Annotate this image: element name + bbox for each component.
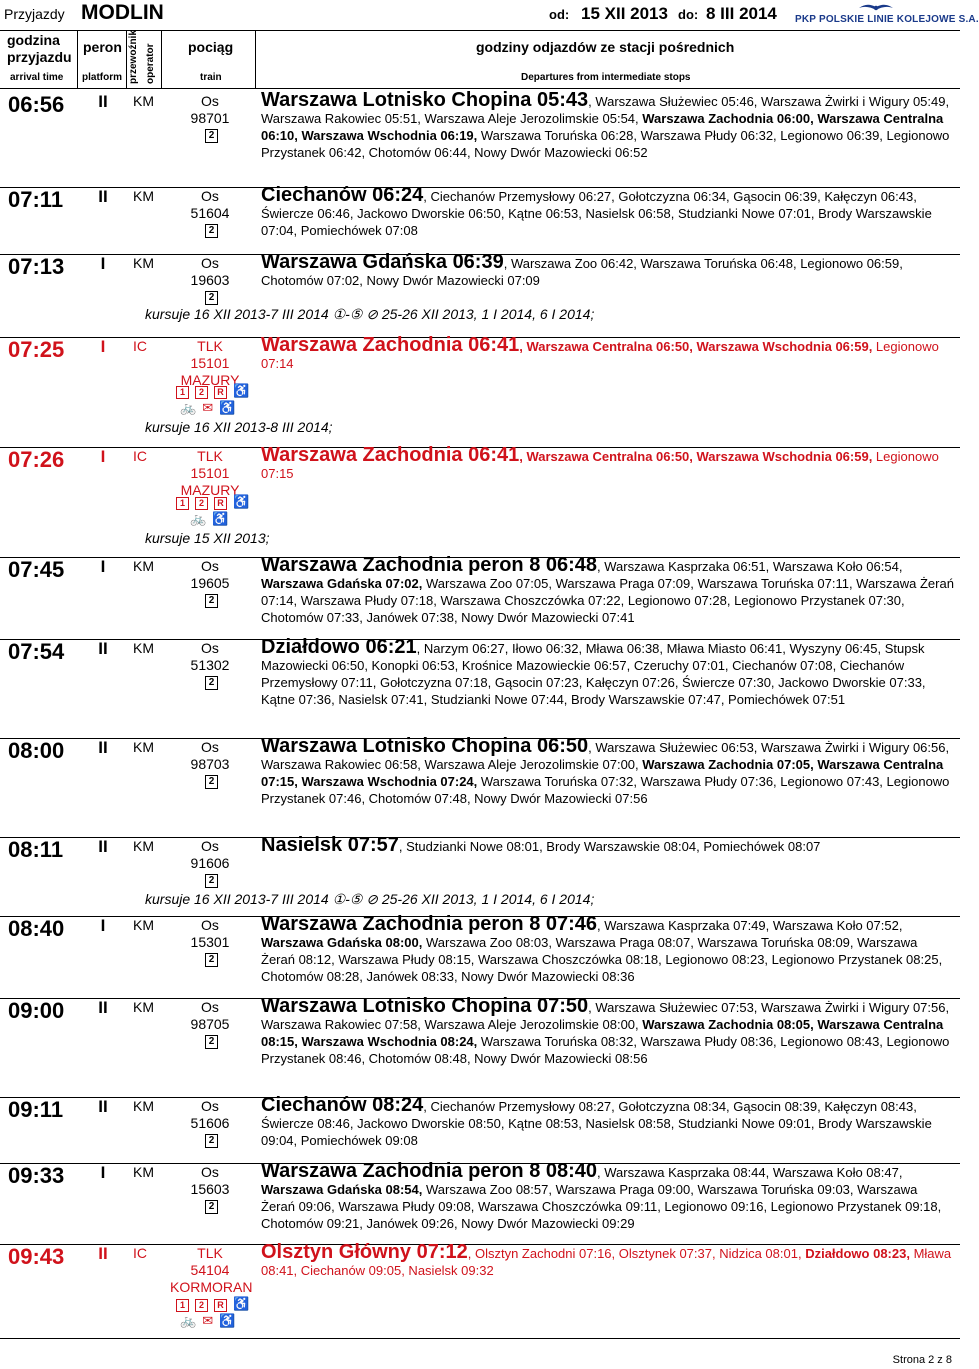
bike-icon: 🚲 bbox=[180, 1313, 197, 1328]
intermediate-stops bbox=[261, 184, 954, 239]
platform-number: II bbox=[98, 738, 108, 757]
arrival-time: 09:43 bbox=[8, 1244, 65, 1269]
stops-text: , Warszawa Kasprzaka 07:49, Warszawa Koło 07:52, bbox=[597, 918, 903, 933]
stops-rest: Warszawa Zoo 08:03, Warszawa Praga 08:07, Warszawa Toruńska 08:09, Warszawa Żerań 08:12, Warszawa Płudy 08:15, Warszawa Choszczówka 08:18, Legionowo 08:23, Legionowo Przystanek 08:25, Chotomów 08:28, Janówek 08:33, Nowy Dwór Mazowiecki 08:36 bbox=[261, 935, 943, 984]
operator-code: KM bbox=[133, 255, 154, 271]
pkp-logo bbox=[795, 2, 979, 28]
bike-icon: 🚲 bbox=[190, 511, 207, 526]
train-type: Os bbox=[201, 1098, 219, 1114]
origin-stop: Warszawa Gdańska 06:39 bbox=[261, 251, 504, 273]
intermediate-stops bbox=[261, 735, 954, 807]
origin-stop: Warszawa Lotnisko Chopina 05:43 bbox=[261, 89, 589, 111]
arrival-row bbox=[0, 251, 960, 338]
train-number: 15101 bbox=[190, 465, 230, 481]
platform-number: II bbox=[98, 92, 108, 111]
train-type: TLK bbox=[197, 448, 223, 464]
arrival-row bbox=[0, 1241, 960, 1339]
platform-number: I bbox=[100, 1163, 106, 1182]
header-time: godzina przyjazdu bbox=[7, 32, 72, 65]
platform-number: II bbox=[98, 837, 108, 856]
origin-stop: Warszawa Lotnisko Chopina 07:50 bbox=[261, 995, 589, 1017]
stops-text: , Warszawa Kasprzaka 08:44, Warszawa Koło 08:47, bbox=[597, 1165, 903, 1180]
header-train-en: train bbox=[200, 72, 222, 83]
table-header bbox=[0, 30, 960, 89]
train-type: TLK bbox=[197, 1245, 223, 1261]
arrival-row bbox=[0, 184, 960, 255]
train-number: 15603 bbox=[190, 1181, 230, 1197]
stops-bold: Warszawa Zachodnia 07:05, Warszawa Centralna 07:15, Warszawa Wschodnia 07:24, bbox=[261, 757, 944, 789]
intermediate-stops bbox=[261, 251, 954, 289]
reservation-icon: R bbox=[214, 497, 227, 510]
stops-text: , Narzym 06:27, Iłowo 06:32, Mława 06:38, Mława Miasto 06:41, Wyszyny 06:45, Stupsk Mazowiecki 06:50, Konopki 06:53, Krośnice Mazowieckie 06:57, Czeruchy 07:01, Ciechanów 07:08, Ciechanów Przemysłowy 07:11, Gołotczyzna 07:18, Gąsocin 07:23, Kałęczyn 07:26, Świercze 07:30, Jackowo Dworskie 07:33, Kątne 07:36, Nasielsk 07:41, Studzianki Nowe 07:44, Brody Warszawskie 07:47, Pomiechówek 07:51 bbox=[261, 641, 926, 707]
arrival-time: 08:00 bbox=[8, 738, 65, 763]
origin-stop: Ciechanów 06:24 bbox=[261, 184, 424, 206]
stops-bold: Warszawa Gdańska 08:00, bbox=[261, 935, 423, 950]
class-2-icon: 2 bbox=[195, 1299, 208, 1312]
stops-rest: Mława 08:41, Ciechanów 09:05, Nasielsk 09:32 bbox=[261, 1246, 952, 1278]
stops-bold: , Warszawa Centralna 06:50, Warszawa Wschodnia 06:59, bbox=[519, 339, 873, 354]
train-number: 51302 bbox=[190, 657, 230, 673]
platform-number: II bbox=[98, 1244, 108, 1263]
class-1-icon: 1 bbox=[176, 497, 189, 510]
operator-code: KM bbox=[133, 188, 154, 204]
train-name: KORMORAN bbox=[170, 1279, 253, 1295]
train-type: Os bbox=[201, 838, 219, 854]
class-2-icon: 2 bbox=[205, 953, 218, 967]
operator-code: IC bbox=[133, 338, 147, 354]
intermediate-stops bbox=[261, 834, 954, 856]
header-train: pociąg bbox=[188, 39, 234, 55]
header-stops-en: Departures from intermediate stops bbox=[521, 72, 691, 83]
arrival-row bbox=[0, 554, 960, 640]
train-type: Os bbox=[201, 255, 219, 271]
intermediate-stops bbox=[261, 554, 954, 626]
train-services bbox=[180, 400, 260, 416]
origin-stop: Warszawa Zachodnia 06:41 bbox=[261, 334, 520, 356]
stops-text: , Olsztyn Zachodni 07:16, Olsztynek 07:37, Nidzica 08:01, bbox=[467, 1246, 806, 1261]
origin-stop: Warszawa Zachodnia peron 8 06:48 bbox=[261, 554, 598, 576]
class-1-icon: 1 bbox=[176, 386, 189, 399]
intermediate-stops bbox=[261, 1094, 954, 1149]
service-note: kursuje 15 XII 2013; bbox=[145, 530, 270, 546]
operator-code: KM bbox=[133, 93, 154, 109]
intermediate-stops bbox=[261, 913, 954, 985]
service-note: kursuje 16 XII 2013-7 III 2014 ①-⑤ ⊘ 25-26 XII 2013, 1 I 2014, 6 I 2014; bbox=[145, 306, 595, 322]
header-stops: godziny odjazdów ze stacji pośrednich bbox=[476, 39, 735, 55]
arrival-time: 07:11 bbox=[8, 187, 64, 212]
class-2-icon: 2 bbox=[195, 386, 208, 399]
platform-number: I bbox=[100, 447, 106, 466]
train-number: 15301 bbox=[190, 934, 230, 950]
operator-code: KM bbox=[133, 1098, 154, 1114]
operator-code: KM bbox=[133, 640, 154, 656]
stops-rest: Warszawa Zoo 07:05, Warszawa Praga 07:09, Warszawa Toruńska 07:11, Warszawa Żerań 07:14, Warszawa Płudy 07:18, Warszawa Choszczówka 07:22, Legionowo 07:28, Legionowo Przystanek 07:30, Chotomów 07:33, Janówek 07:38, Nowy Dwór Mazowiecki 07:41 bbox=[261, 576, 954, 625]
to-date: 8 III 2014 bbox=[706, 4, 777, 23]
train-type: TLK bbox=[197, 338, 223, 354]
arrival-time: 09:00 bbox=[8, 998, 65, 1023]
platform-number: I bbox=[100, 337, 106, 356]
assistance-icon: ♿ bbox=[212, 511, 229, 526]
stops-rest: Warszawa Toruńska 08:32, Warszawa Płudy 08:36, Legionowo 08:43, Legionowo Przystanek 08:46, Chotomów 08:48, Nowy Dwór Mazowiecki 08:56 bbox=[261, 1034, 950, 1066]
train-type: Os bbox=[201, 558, 219, 574]
stops-rest: Warszawa Toruńska 06:28, Warszawa Płudy 06:32, Legionowo 06:39, Legionowo Przystanek 06:42, Chotomów 06:44, Nowy Dwór Mazowiecki 06:52 bbox=[261, 128, 950, 160]
arrival-time: 06:56 bbox=[8, 92, 65, 117]
arrival-time: 07:25 bbox=[8, 337, 65, 362]
arrival-time: 09:33 bbox=[8, 1163, 65, 1188]
stops-text: , Warszawa Służewiec 07:53, Warszawa Żwirki i Wigury 07:56, Warszawa Rakowiec 07:58, Warszawa Aleje Jerozolimskie 08:00, bbox=[261, 1000, 950, 1032]
arrival-time: 08:11 bbox=[8, 837, 64, 862]
arrival-row bbox=[0, 636, 960, 739]
train-services bbox=[180, 1313, 260, 1329]
service-note: kursuje 16 XII 2013-7 III 2014 ①-⑤ ⊘ 25-26 XII 2013, 1 I 2014, 6 I 2014; bbox=[145, 891, 595, 907]
header-platform: peron bbox=[83, 39, 122, 55]
origin-stop: Warszawa Zachodnia peron 8 08:40 bbox=[261, 1160, 598, 1182]
train-type: Os bbox=[201, 188, 219, 204]
train-type: Os bbox=[201, 1164, 219, 1180]
origin-stop: Warszawa Zachodnia peron 8 07:46 bbox=[261, 913, 598, 935]
bike-icon: 🚲 bbox=[180, 400, 197, 415]
class-2-icon: 2 bbox=[205, 1035, 218, 1049]
header-operator: operator bbox=[145, 43, 156, 84]
header-platform-en: platform bbox=[82, 72, 122, 83]
class-2-icon: 2 bbox=[195, 497, 208, 510]
operator-code: IC bbox=[133, 448, 147, 464]
stops-rest: Warszawa Toruńska 07:32, Warszawa Płudy 07:36, Legionowo 07:43, Legionowo Przystanek 07:46, Chotomów 07:48, Nowy Dwór Mazowiecki 07:56 bbox=[261, 774, 950, 806]
class-2-icon: 2 bbox=[205, 594, 218, 608]
origin-stop: Ciechanów 08:24 bbox=[261, 1094, 424, 1116]
title-bar bbox=[0, 0, 979, 31]
platform-number: II bbox=[98, 1097, 108, 1116]
arrival-time: 09:11 bbox=[8, 1097, 64, 1122]
stops-text: , Warszawa Służewiec 05:46, Warszawa Żwirki i Wigury 05:49, Warszawa Rakowiec 05:51, Warszawa Aleje Jerozolimskie 05:54, bbox=[261, 94, 950, 126]
operator-code: KM bbox=[133, 739, 154, 755]
train-number: 51606 bbox=[190, 1115, 230, 1131]
train-type: Os bbox=[201, 93, 219, 109]
origin-stop: Olsztyn Główny 07:12 bbox=[261, 1241, 468, 1263]
stops-bold: Warszawa Zachodnia 06:00, Warszawa Centralna 06:10, Warszawa Wschodnia 06:19, bbox=[261, 111, 944, 143]
reservation-icon: R bbox=[214, 386, 227, 399]
wheelchair-icon: ♿ bbox=[233, 494, 250, 509]
arrival-row bbox=[0, 735, 960, 838]
stops-rest: Warszawa Zoo 08:57, Warszawa Praga 09:00, Warszawa Toruńska 09:03, Warszawa Żerań 09:06, Warszawa Płudy 09:08, Warszawa Choszczówka 09:11, Legionowo 09:16, Legionowo Przystanek 09:18, Chotomów 09:21, Janówek 09:26, Nowy Dwór Mazowiecki 09:29 bbox=[261, 1182, 942, 1231]
operator-code: KM bbox=[133, 838, 154, 854]
train-number: 98701 bbox=[190, 110, 230, 126]
arrival-row bbox=[0, 995, 960, 1098]
stops-text: , Ciechanów Przemysłowy 06:27, Gołotczyzna 06:34, Gąsocin 06:39, Kałęczyn 06:43, Świercze 06:46, Jackowo Dworskie 06:50, Kątne 06:53, Nasielsk 06:58, Studzianki Nowe 07:01, Brody Warszawskie 07:04, Pomiechówek 07:08 bbox=[261, 189, 932, 238]
header-carrier: przewoźnik bbox=[128, 30, 139, 84]
stops-text: , Warszawa Zoo 06:42, Warszawa Toruńska 06:48, Legionowo 06:59, Chotomów 07:02, Nowy Dwór Mazowiecki 07:09 bbox=[261, 256, 903, 288]
mail-icon: ✉ bbox=[202, 400, 214, 415]
stops-rest: Legionowo 07:15 bbox=[261, 449, 939, 481]
stops-bold: Działdowo 08:23, bbox=[805, 1246, 910, 1261]
train-number: 98703 bbox=[190, 756, 230, 772]
train-name: MAZURY bbox=[180, 372, 240, 388]
class-2-icon: 2 bbox=[205, 129, 218, 143]
arrival-row bbox=[0, 1160, 960, 1245]
stops-bold: Warszawa Zachodnia 08:05, Warszawa Centralna 08:15, Warszawa Wschodnia 08:24, bbox=[261, 1017, 944, 1049]
intermediate-stops bbox=[261, 89, 954, 161]
operator-code: KM bbox=[133, 1164, 154, 1180]
assistance-icon: ♿ bbox=[219, 1313, 236, 1328]
train-type: Os bbox=[201, 999, 219, 1015]
operator-code: IC bbox=[133, 1245, 147, 1261]
platform-number: I bbox=[100, 916, 106, 935]
origin-stop: Nasielsk 07:57 bbox=[261, 834, 399, 856]
from-date: 15 XII 2013 bbox=[581, 4, 668, 23]
station-name: MODLIN bbox=[81, 1, 164, 24]
train-number: 19603 bbox=[190, 272, 230, 288]
train-name: MAZURY bbox=[180, 482, 240, 498]
pkp-wings-icon bbox=[857, 2, 895, 14]
train-number: 98705 bbox=[190, 1016, 230, 1032]
title-label: Przyjazdy bbox=[4, 6, 65, 22]
page-number: Strona 2 z 8 bbox=[892, 1354, 952, 1366]
operator-code: KM bbox=[133, 558, 154, 574]
class-2-icon: 2 bbox=[205, 676, 218, 690]
origin-stop: Warszawa Zachodnia 06:41 bbox=[261, 444, 520, 466]
train-amenities bbox=[176, 383, 256, 399]
origin-stop: Warszawa Lotnisko Chopina 06:50 bbox=[261, 735, 589, 757]
class-2-icon: 2 bbox=[205, 291, 218, 305]
mail-icon: ✉ bbox=[202, 1313, 214, 1328]
arrival-time: 08:40 bbox=[8, 916, 65, 941]
train-number: 91606 bbox=[190, 855, 230, 871]
class-2-icon: 2 bbox=[205, 874, 218, 888]
intermediate-stops bbox=[261, 636, 954, 708]
arrival-time: 07:45 bbox=[8, 557, 65, 582]
class-2-icon: 2 bbox=[205, 775, 218, 789]
service-note: kursuje 16 XII 2013-8 III 2014; bbox=[145, 419, 333, 435]
header-time-en: arrival time bbox=[10, 72, 64, 83]
platform-number: II bbox=[98, 187, 108, 206]
platform-number: II bbox=[98, 998, 108, 1017]
train-number: 15101 bbox=[190, 355, 230, 371]
wheelchair-icon: ♿ bbox=[233, 383, 250, 398]
class-2-icon: 2 bbox=[205, 1200, 218, 1214]
arrival-time: 07:13 bbox=[8, 254, 65, 279]
intermediate-stops bbox=[261, 995, 954, 1067]
class-1-icon: 1 bbox=[176, 1299, 189, 1312]
train-number: 54104 bbox=[190, 1262, 230, 1278]
train-type: Os bbox=[201, 640, 219, 656]
operator-code: KM bbox=[133, 999, 154, 1015]
arrival-row bbox=[0, 1094, 960, 1164]
train-number: 51604 bbox=[190, 205, 230, 221]
platform-number: II bbox=[98, 639, 108, 658]
pkp-logo-text: PKP POLSKIE LINIE KOLEJOWE S.A. bbox=[795, 14, 979, 25]
operator-code: KM bbox=[133, 917, 154, 933]
arrival-row bbox=[0, 89, 960, 188]
arrival-row bbox=[0, 334, 960, 448]
train-type: Os bbox=[201, 917, 219, 933]
stops-bold: , Warszawa Centralna 06:50, Warszawa Wschodnia 06:59, bbox=[519, 449, 873, 464]
stops-rest: Legionowo 07:14 bbox=[261, 339, 939, 371]
to-label: do: bbox=[678, 7, 699, 22]
arrival-time: 07:26 bbox=[8, 447, 65, 472]
train-number: 19605 bbox=[190, 575, 230, 591]
class-2-icon: 2 bbox=[205, 224, 218, 238]
train-amenities bbox=[176, 1296, 256, 1312]
intermediate-stops bbox=[261, 1241, 954, 1279]
platform-number: I bbox=[100, 254, 106, 273]
intermediate-stops bbox=[261, 334, 954, 372]
stops-text: , Ciechanów Przemysłowy 08:27, Gołotczyzna 08:34, Gąsocin 08:39, Kałęczyn 08:43, Świercze 08:46, Jackowo Dworskie 08:50, Kątne 08:53, Nasielsk 08:58, Studzianki Nowe 09:01, Brody Warszawskie 09:04, Pomiechówek 09:08 bbox=[261, 1099, 932, 1148]
train-services bbox=[190, 511, 270, 527]
platform-number: I bbox=[100, 557, 106, 576]
train-amenities bbox=[176, 494, 256, 510]
stops-bold: Warszawa Gdańska 07:02, bbox=[261, 576, 423, 591]
class-2-icon: 2 bbox=[205, 1134, 218, 1148]
arrival-row bbox=[0, 913, 960, 999]
origin-stop: Działdowo 06:21 bbox=[261, 636, 417, 658]
stops-text: , Warszawa Kasprzaka 06:51, Warszawa Koło 06:54, bbox=[597, 559, 903, 574]
arrival-time: 07:54 bbox=[8, 639, 65, 664]
stops-bold: Warszawa Gdańska 08:54, bbox=[261, 1182, 423, 1197]
reservation-icon: R bbox=[214, 1299, 227, 1312]
train-type: Os bbox=[201, 739, 219, 755]
wheelchair-icon: ♿ bbox=[233, 1296, 250, 1311]
arrival-row bbox=[0, 834, 960, 917]
assistance-icon: ♿ bbox=[219, 400, 236, 415]
intermediate-stops bbox=[261, 444, 954, 482]
intermediate-stops bbox=[261, 1160, 954, 1232]
stops-text: , Studzianki Nowe 08:01, Brody Warszawskie 08:04, Pomiechówek 08:07 bbox=[398, 839, 821, 854]
arrival-row bbox=[0, 444, 960, 558]
from-label: od: bbox=[549, 7, 570, 22]
stops-text: , Warszawa Służewiec 06:53, Warszawa Żwirki i Wigury 06:56, Warszawa Rakowiec 06:58, Warszawa Aleje Jerozolimskie 07:00, bbox=[261, 740, 950, 772]
